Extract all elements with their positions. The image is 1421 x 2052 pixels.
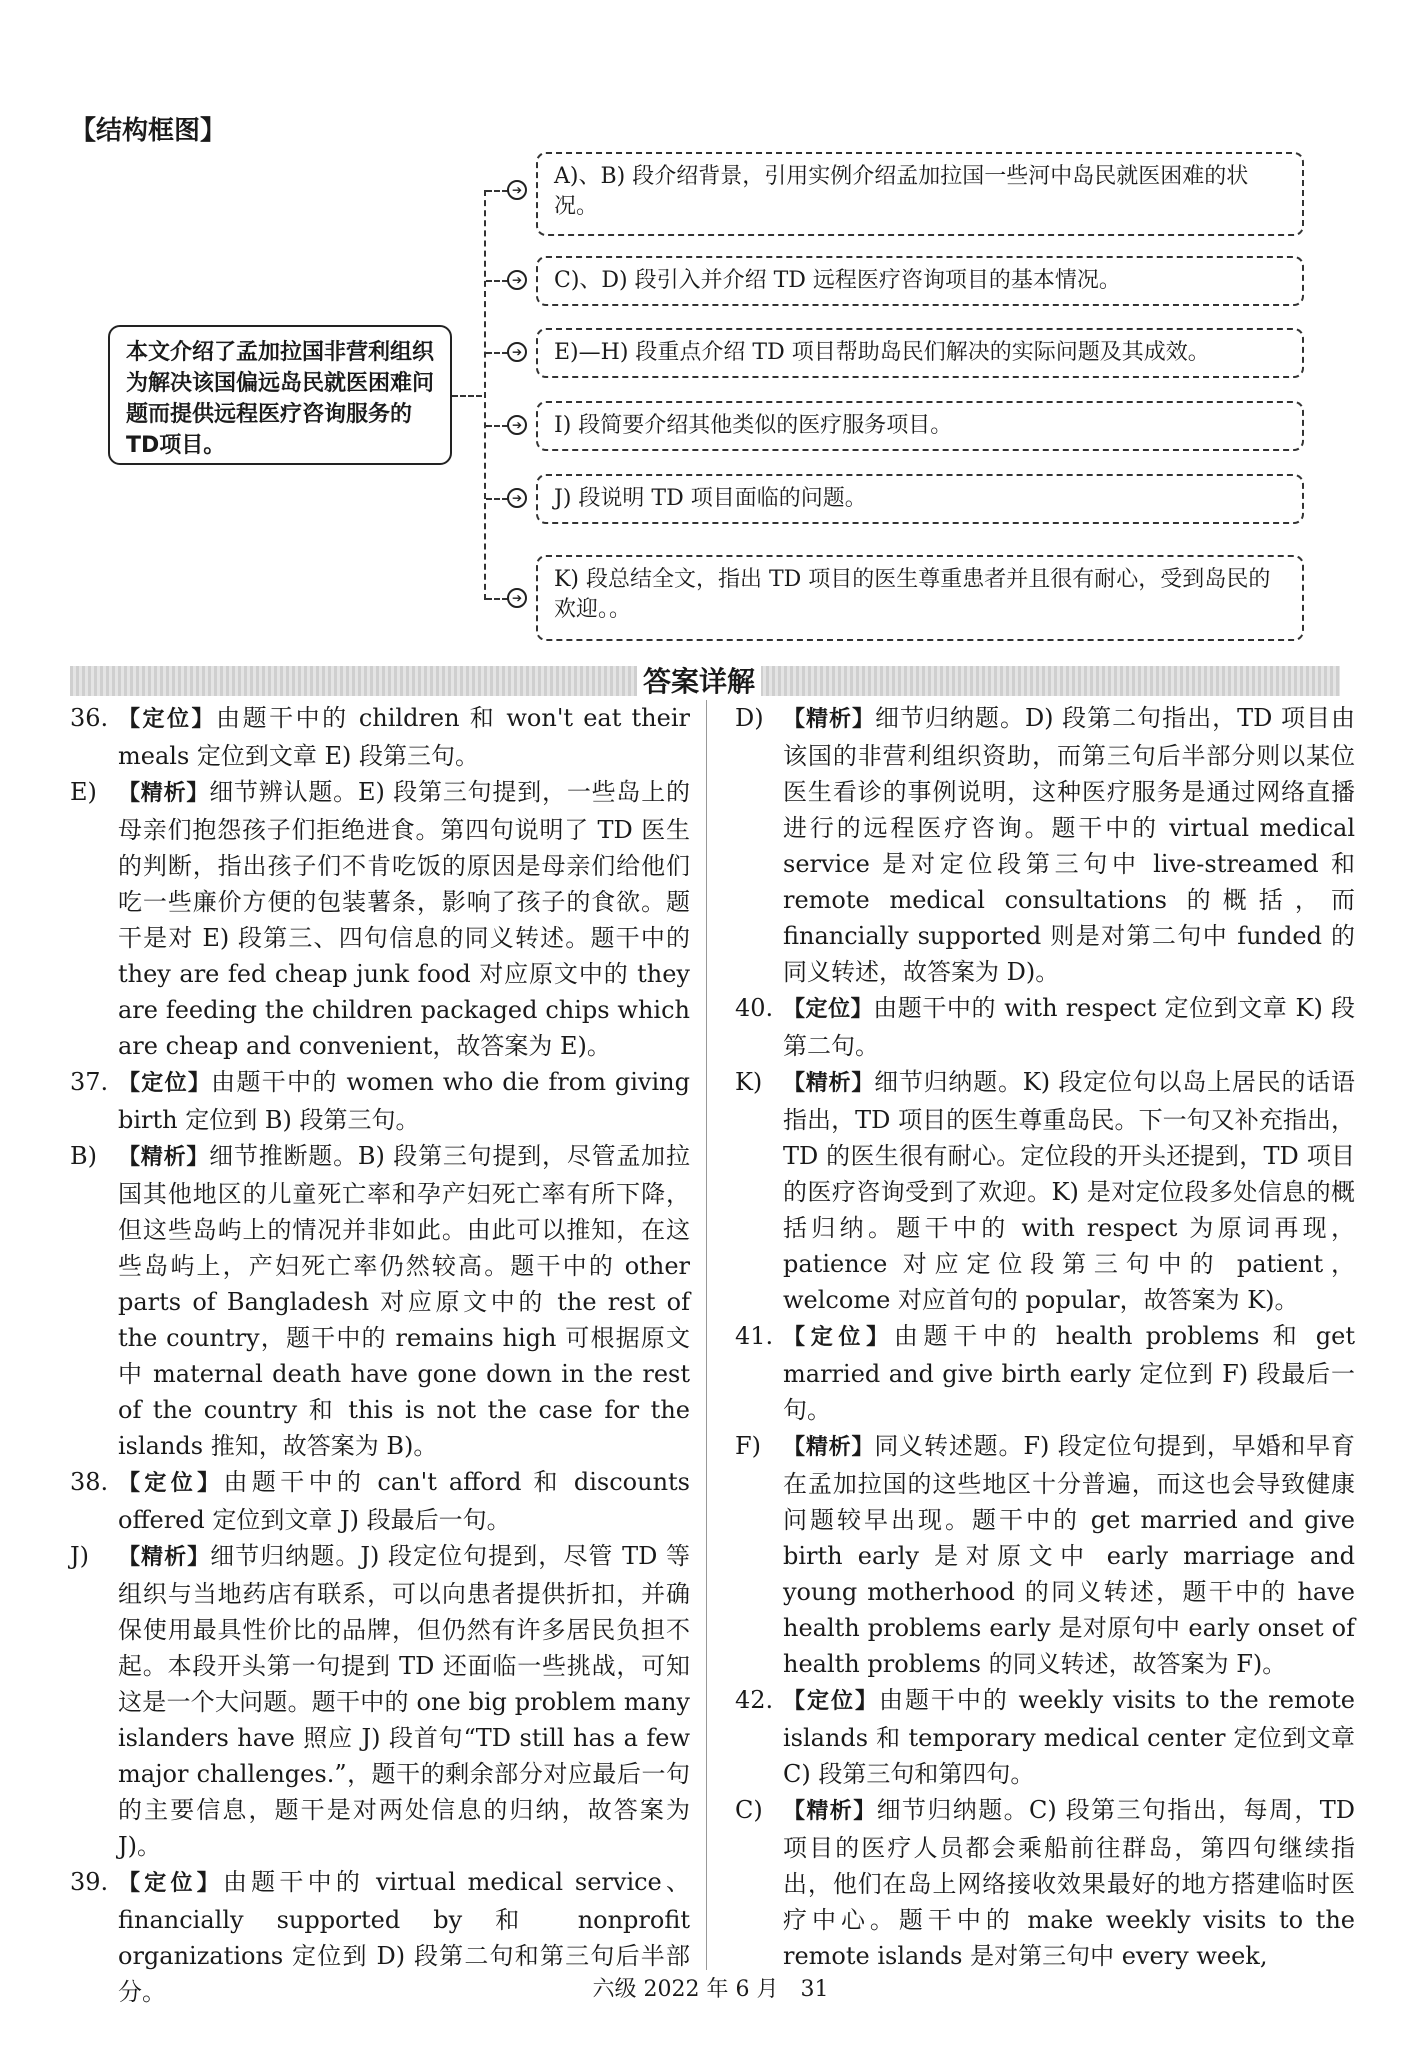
entry-text: 由题干中的 health problems 和 get married and give birth early 定位到 F) 段最后一句。 (783, 1322, 1355, 1424)
branch-line (486, 498, 508, 500)
branch-line (486, 425, 508, 427)
entry-text: 由题干中的 women who die from giving birth 定位到 B) 段第三句。 (118, 1068, 690, 1134)
entry-tag: 【定位】 (118, 707, 217, 732)
branch-line (486, 190, 508, 192)
structure-item: C)、D) 段引入并介绍 TD 远程医疗咨询项目的基本情况。 (536, 256, 1304, 306)
answer-entry (70, 774, 690, 1064)
right-column (735, 700, 1355, 1974)
entry-tag: 【定位】 (118, 1071, 212, 1096)
entry-text: 细节归纳题。C) 段第三句指出，每周，TD 项目的医疗人员都会乘船前往群岛，第四句继续指出，他们在岛上网络接收效果最好的地方搭建临时医疗中心。题干中的 make weekly visits to the remote islands 是对第三句中 every week, (783, 1796, 1355, 1970)
entry-label: J) (70, 1542, 89, 1570)
answer-entry (735, 1428, 1355, 1682)
structure-item: E)—H) 段重点介绍 TD 项目帮助岛民们解决的实际问题及其成效。 (536, 328, 1304, 378)
arrow-right-icon: ➔ (507, 588, 527, 608)
entry-tag: 【定位】 (783, 1689, 879, 1714)
answer-entry (735, 1682, 1355, 1792)
section-title: 【结构框图】 (70, 116, 227, 146)
answer-entry (735, 1792, 1355, 1974)
entry-tag: 【定位】 (783, 997, 874, 1022)
entry-text: 同义转述题。F) 段定位句提到，早婚和早育在孟加拉国的这些地区十分普遍，而这也会导致健康问题较早出现。题干中的 get married and give birth early 是对原文中 early marriage and young motherhood 的同义转述，题干中的 have health problems early 是对原句中 early onset of health problems 的同义转述，故答案为 F)。 (783, 1432, 1355, 1678)
arrow-right-icon: ➔ (507, 270, 527, 290)
entry-text: 细节辨认题。E) 段第三句提到，一些岛上的母亲们抱怨孩子们拒绝进食。第四句说明了 TD 医生的判断，指出孩子们不肯吃饭的原因是母亲们给他们吃一些廉价方便的包装薯条，影响了孩子的食欲。题干是对 E) 段第三、四句信息的同义转述。题干中的 they are fed cheap junk food 对应原文中的 they are feeding the children packaged chips which are cheap and convenient，故答案为 E)。 (118, 778, 690, 1060)
answer-entry (70, 1064, 690, 1138)
arrow-right-icon: ➔ (507, 180, 527, 200)
answers-title: 答案详解 (637, 660, 761, 700)
branch-line (486, 280, 508, 282)
summary-box: 本文介绍了孟加拉国非营利组织为解决该国偏远岛民就医困难问题而提供远程医疗咨询服务的TD项目。 (108, 325, 452, 465)
entry-label: 41. (735, 1322, 774, 1350)
entry-label: E) (70, 778, 97, 806)
entry-tag: 【精析】 (783, 1071, 875, 1096)
left-column (70, 700, 690, 2010)
answer-entry (70, 1464, 690, 1538)
answer-entry (70, 1138, 690, 1464)
answer-entry (735, 1064, 1355, 1318)
entry-label: 42. (735, 1686, 774, 1714)
entry-tag: 【定位】 (118, 1471, 224, 1496)
answer-entry (735, 700, 1355, 990)
entry-tag: 【定位】 (118, 1871, 223, 1896)
entry-tag: 【精析】 (783, 707, 875, 732)
entry-text: 由题干中的 with respect 定位到文章 K) 段第二句。 (783, 994, 1355, 1060)
entry-text: 由题干中的 children 和 won't eat their meals 定位到文章 E) 段第三句。 (118, 704, 690, 770)
answer-entry (735, 1318, 1355, 1428)
arrow-right-icon: ➔ (507, 415, 527, 435)
entry-text: 细节推断题。B) 段第三句提到，尽管孟加拉国其他地区的儿童死亡率和孕产妇死亡率有所下降，但这些岛屿上的情况并非如此。由此可以推知，在这些岛屿上，产妇死亡率仍然较高。题干中的 other parts of Bangladesh 对应原文中的 the rest of the country，题干中的 remains high 可根据原文中 maternal death have gone down in the rest of the country 和 this is not the case for the islands 推知，故答案为 B)。 (118, 1142, 690, 1460)
answer-entry (735, 990, 1355, 1064)
entry-tag: 【定位】 (783, 1325, 894, 1350)
branch-line (486, 352, 508, 354)
entry-tag: 【精析】 (118, 1145, 210, 1170)
structure-item: J) 段说明 TD 项目面临的问题。 (536, 474, 1304, 524)
column-divider (706, 700, 707, 1970)
entry-label: B) (70, 1142, 97, 1170)
entry-label: K) (735, 1068, 763, 1096)
entry-label: F) (735, 1432, 762, 1460)
entry-label: 36. (70, 704, 109, 732)
entry-label: 40. (735, 994, 774, 1022)
entry-label: D) (735, 704, 764, 732)
answer-entry (70, 700, 690, 774)
answer-entry (70, 1538, 690, 1864)
arrow-right-icon: ➔ (507, 488, 527, 508)
entry-label: 38. (70, 1468, 109, 1496)
entry-tag: 【精析】 (118, 1545, 211, 1570)
entry-label: 37. (70, 1068, 109, 1096)
structure-item: I) 段简要介绍其他类似的医疗服务项目。 (536, 401, 1304, 451)
structure-item: K) 段总结全文，指出 TD 项目的医生尊重患者并且很有耐心，受到岛民的欢迎。。 (536, 555, 1304, 641)
entry-text: 由题干中的 can't afford 和 discounts offered 定位到文章 J) 段最后一句。 (118, 1468, 690, 1534)
arrow-right-icon: ➔ (507, 342, 527, 362)
entry-label: C) (735, 1796, 763, 1824)
entry-tag: 【精析】 (783, 1799, 877, 1824)
entry-label: 39. (70, 1868, 109, 1896)
entry-tag: 【精析】 (783, 1435, 875, 1460)
connector-line (452, 395, 482, 397)
entry-text: 细节归纳题。D) 段第二句指出，TD 项目由该国的非营利组织资助，而第三句后半部分则以某位医生看诊的事例说明，这种医疗服务是通过网络直播进行的远程医疗咨询。题干中的 virtual medical service 是对定位段第三句中 live-streamed 和 remote medical consultations 的概括，而 financially supported 则是对第二句中 funded 的同义转述，故答案为 D)。 (783, 704, 1355, 986)
entry-text: 细节归纳题。K) 段定位句以岛上居民的话语指出，TD 项目的医生尊重岛民。下一句又补充指出，TD 的医生很有耐心。定位段的开头还提到，TD 项目的医疗咨询受到了欢迎。K) 是对定位段多处信息的概括归纳。题干中的 with respect 为原词再现，patience 对应定位段第三句中的 patient，welcome 对应首句的 popular，故答案为 K)。 (783, 1068, 1355, 1314)
page-footer: 六级 2022 年 6 月 31 (592, 1977, 829, 2002)
entry-text: 由题干中的 virtual medical service、financially supported by 和 nonprofit organizations 定位到 D) 段第二句和第三句后半部分。 (118, 1868, 690, 2006)
entry-text: 细节归纳题。J) 段定位句提到，尽管 TD 等组织与当地药店有联系，可以向患者提供折扣，并确保使用最具性价比的品牌，但仍然有许多居民负担不起。本段开头第一句提到 TD 还面临一些挑战，可知这是一个大问题。题干中的 one big problem many islanders have 照应 J) 段首句“TD still has a few major challenges.”，题干的剩余部分对应最后一句的主要信息，题干是对两处信息的归纳，故答案为 J)。 (118, 1542, 690, 1860)
entry-tag: 【精析】 (118, 781, 210, 806)
entry-text: 由题干中的 weekly visits to the remote islands 和 temporary medical center 定位到文章 C) 段第三句和第四句。 (783, 1686, 1355, 1788)
branch-line (486, 598, 508, 600)
connector-trunk (484, 190, 486, 600)
structure-item: A)、B) 段介绍背景，引用实例介绍孟加拉国一些河中岛民就医困难的状况。 (536, 152, 1304, 236)
